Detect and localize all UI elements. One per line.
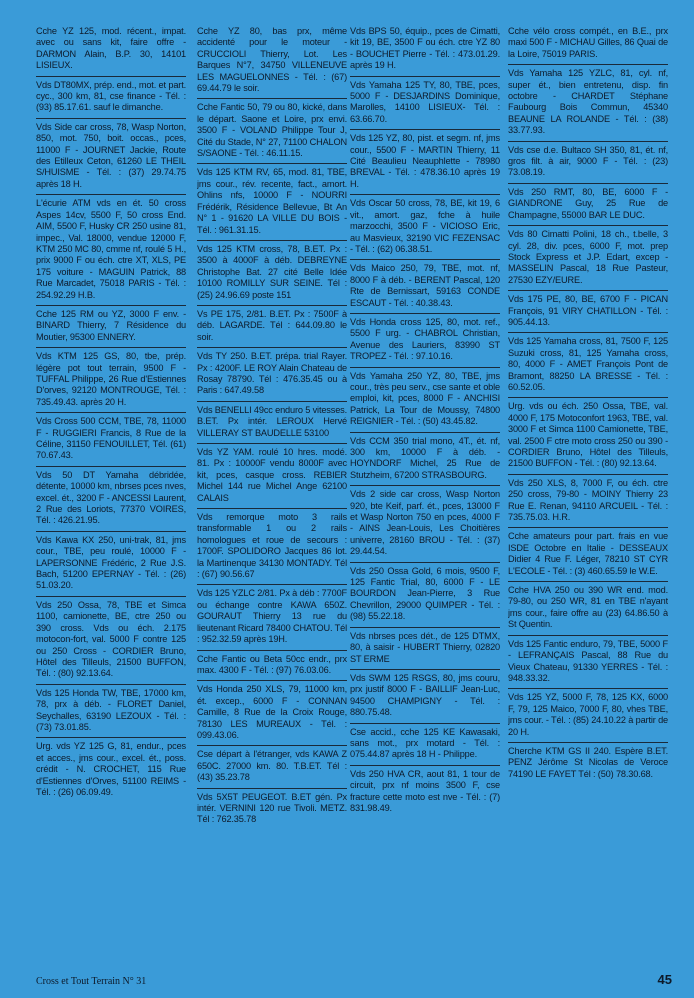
classified-ad: Cse accid., cche 125 KE Kawasaki, sans mot., prx motard - Tél. : 075.44.87 après 18 H - Philippe. — [350, 723, 500, 765]
classified-ad: Vds 50 DT Yamaha débridée, détente, 10000 km, nbrses pces nves, excel. ét., 3200 F - ANCESSI Laurent, 2 Rue des Loriots, 77370 VOIRES, Tél. : 426.21.95. — [36, 466, 186, 531]
classified-ad: Vds 125 YZLC 2/81. Px à déb : 7700F ou échange contre KAWA 650Z. GOURAUT Thierry 13 rue du lieutenant Ricard 78400 CHATOU. Tél : 952.32.59 après 19H. — [197, 584, 347, 649]
classified-ad: Vds SWM 125 RSGS, 80, jms couru, prx justif 8000 F - BAILLIF Jean-Luc, 94500 CHAMPIGNY - Tél. : 880.75.48. — [350, 669, 500, 723]
classified-ad: L'écurie ATM vds en ét. 50 cross Aspes 14cv, 5500 F, 50 cross End. AIM, 5500 F, Husky CR 250 usine 81, impec., Val. 18000, vendue 12000 F, KTM 250 MC 80, cmme nf, roulé 5 H., prix 9000 F ou éch. ctre XT, XLS, PE 175 voiture - MAGUIN Patrick, 88 Rue Marcadet, 75018 PARIS - Tél. : 254.92.29 H.B. — [36, 194, 186, 305]
page-number: 45 — [657, 972, 672, 987]
classified-ad: Vds nbrses pces dét., de 125 DTMX, 80, à saisir - HUBERT Thierry, 02820 ST ERME — [350, 627, 500, 669]
classified-ad: Urg. vds ou éch. 250 Ossa, TBE, val. 4000 F, 175 Motoconfort 1963, TBE, val. 3000 F et Simca 1100 Camionette, TBE, val. 2500 F ctre moto cross 250 ou 390 - CORDIER Bruno, Hôtel des Tilleuls, 21500 BUFFON - Tél. : (80) 92.13.64. — [508, 397, 668, 473]
classified-ad: Vds 250 Ossa, 78, TBE et Simca 1100, camionette, BE, ctre 250 ou 390 cross. Vds ou éch. 2.175 motocon-fort, val. 5000 F contre 125 ou 250 Cross - CORDIER Bruno, Hôtel des Tilleuls, 21500 BUFFON, Tél. : (80) 92.13.64. — [36, 596, 186, 684]
classified-ad: Vds Maico 250, 79, TBE, mot. nf, 8000 F à déb. - BERENT Pascal, 120 Rte de Bernissart, 59163 CONDE ESCAUT - Tél. : 40.38.43. — [350, 259, 500, 313]
magazine-footer: Cross et Tout Terrain N° 31 — [36, 976, 147, 987]
classified-ad: Cche YZ 125, mod. récent., impat. avec ou sans kit, faire offre - DARMON Alain, B.P. 30, 14101 LISIEUX. — [36, 26, 186, 71]
classified-ad: Vds cse d.e. Bultaco SH 350, 81, ét. nf, gros filt. à air, 9000 F - Tél. : (23) 73.08.19. — [508, 141, 668, 183]
classified-ad: Vds BENELLI 49cc enduro 5 vitesses. B.ET. Px intér. LEROUX Hervé VILLERAY ST BAUDELLE 53100 — [197, 401, 347, 443]
classified-ad: Cche amateurs pour part. frais en vue ISDE Octobre en Italie - DESSEAUX Didier 4 Rue F. Léger, 78210 ST CYR L'ECOLE - Tél. : (3) 460.65.59 le W.E. — [508, 527, 668, 581]
classified-ad: Vds Side car cross, 78, Wasp Norton, 850, mot. 750, boit. occas., pces, 11000 F - JOURNET Jackie, Route des Etilleux Ceton, 61260 LE THEIL S/HUISME - Tél. : (37) 29.74.75 après 18 H. — [36, 118, 186, 194]
classified-ad: Vds 250 Ossa Gold, 6 mois, 9500 F, 125 Fantic Trial, 80, 6000 F - LE BOURDON Jean-Pierre, 3 Rue Chevrillon, 29000 QUIMPER - Tél. : (98) 55.22.18. — [350, 562, 500, 627]
classified-ad: Vds 250 XLS, 8, 7000 F, ou éch. ctre 250 cross, 79-80 - MOINY Thierry 23 Rue E. Renan, 94110 ARCUEIL - Tél. : 735.75.03. H.R. — [508, 474, 668, 528]
classified-ad: Vds 250 RMT, 80, BE, 6000 F - GIANDRONE Guy, 25 Rue de Champagne, 55000 BAR LE DUC. — [508, 183, 668, 225]
ads-column-4 — [508, 26, 668, 964]
classified-ad: Cche Fantic ou Beta 50cc endr., prx max. 4300 F - Tél. : (97) 76.03.06. — [197, 650, 347, 681]
classified-ad: Vds TY 250. B.ET. prépa. trial Rayer. Px : 4200F. LE ROY Alain Chateau de Rosay 78790. Tél : 476.35.45 ou à Paris : 647.49.58 — [197, 347, 347, 401]
classified-ad: Vds 125 YZ, 5000 F, 78, 125 KX, 6000 F, 79, 125 Maico, 7000 F, 80, vhes TBE, jms cour. - Tél. : (85) 24.10.22 à partir de 20 H. — [508, 688, 668, 742]
classified-ad: Vds Cross 500 CCM, TBE, 78, 11000 F - RUGGIERI Francis, 8 Rue de la Céline, 31150 FENOUILLET, Tél. (61) 70.67.43. — [36, 412, 186, 466]
classified-ad: Vds Honda 250 XLS, 79, 11000 km, ét. excep., 6000 F - CONNAN Camille, 8 Rue de la Croix Rouge, 78130 LES MUREAUX - Tél. : 099.43.06. — [197, 680, 347, 745]
ads-column-2 — [197, 26, 347, 964]
classified-ad: Vds 250 HVA CR, aout 81, 1 tour de circuit, prx nf moins 3500 F, cse fracture cette moto est nve - Tél. : (7) 831.98.49. — [350, 765, 500, 819]
classified-ad: Vds CCM 350 trial mono, 4T., ét. nf, 300 km, 10000 F à déb. - HOYNDORF Michel, 25 Rue de Stutzheim, 67200 STRASBOURG. — [350, 432, 500, 486]
classified-ad: Cche YZ 80, bas prx, même accidenté pour le moteur - CRUCCIOLI Thierry, Lot. Les Barques N°7, 34750 VILLENEUVE LES MAGUELONNES - Tél. : (67) 69.44.79 le soir. — [197, 26, 347, 94]
classified-ad: Vds Yamaha 125 TY, 80, TBE, pces, 5000 F - DESJARDINS Dominique, Marolles, 14100 LISIEUX- Tél. : 63.66.70. — [350, 76, 500, 130]
classified-ad: Cche 125 RM ou YZ, 3000 F env. - BINARD Thierry, 7 Résidence du Moutier, 95300 ENNERY. — [36, 305, 186, 347]
classified-ad: Vds 125 Honda TW, TBE, 17000 km, 78, prx à déb. - FLORET Daniel, Seychalles, 63190 LEZOUX - Tél. : (73) 73.01.85. — [36, 684, 186, 738]
classified-ad: Vds 175 PE, 80, BE, 6700 F - PICAN François, 91 VIRY CHATILLON - Tél. : 905.44.13. — [508, 290, 668, 332]
classified-ad: Vds KTM 125 GS, 80, tbe, prép. légère pot tout terrain, 9500 F - TUFFAL Philippe, 26 Rue d'Estiennes D'orves, 92120 MONTROUGE, Tél. : 735.49.43. après 20 H. — [36, 347, 186, 412]
classified-ad: Vds DT80MX, prép. end., mot. et part. cyc., 300 km, 81, cse finance - Tél. : (93) 85.17.61. sauf le dimanche. — [36, 76, 186, 118]
classified-ad: Vds Kawa KX 250, uni-trak, 81, jms cour., TBE, peu roulé, 10000 F - LAPERSONNE Frédéric, 2 Rue J.S. Bach, 51200 EPERNAY - Tél. : (26) 51.03.20. — [36, 531, 186, 596]
classified-ad: Vds 125 KTM RV, 65, mod. 81, TBE, jms cour., rév. recente, fact., amort. Ohlins nfs, 10000 F - NOURRI Frédérik, Résidence Bellevue, Bt An N° 1 - 91620 LA VILLE DU BOIS - Tél. : 961.31.15. — [197, 163, 347, 239]
classified-ad: Cherche KTM GS II 240. Espère B.ET. PENZ Jérôme St Nicolas de Veroce 74190 LE FAYET Tél : (50) 78.30.68. — [508, 742, 668, 784]
classified-ad: Vds 125 YZ, 80, pist. et segm. nf, jms cour., 5500 F - MARTIN Thierry, 11 Cité Beaulieu Neauphlette - 78980 BREVAL - Tél. : 478.36.10 après 19 H. — [350, 129, 500, 194]
classified-ad: Vds YZ YAM. roulé 10 hres. modé. 81. Px : 10000F vendu 8000F avec kit, pces, casque cross. REBIER Michel 144 rue Michel Ange 62100 CALAIS — [197, 443, 347, 508]
classified-ad: Cche HVA 250 ou 390 WR end. mod. 79-80, ou 250 WR, 81 en TBE n'ayant jms cour., faire offre au (23) 64.86.50 à St Quentin. — [508, 581, 668, 635]
classified-ad: Vds BPS 50, équip., pces de Cimatti, kit 19, BE, 3500 F ou éch. ctre YZ 80 - BOUCHET Pierre - Tél. : 473.01.29. après 19 H. — [350, 26, 500, 71]
classified-ad: Vds 125 Fantic enduro, 79, TBE, 5000 F - LEFRANÇAIS Pascal, 88 Rue du Vieux Chateau, 91330 YERRES - Tél. : 948.33.32. — [508, 635, 668, 689]
classified-ad: Vds Yamaha 125 YZLC, 81, cyl. nf, super ét., bien entretenu, disp. fin octobre - CHARDET Stéphane Faubourg Bois Commun, 45340 BEAUNE LA ROLANDE - Tél. : (38) 33.77.93. — [508, 64, 668, 140]
classified-ad: Vds Yamaha 250 YZ, 80, TBE, jms cour., très peu serv., cse sante et oble emploi, kit, pces, 8000 F - ANCHISI Patrick, La Tour de Moussy, 74800 REIGNIER - Tél. : (50) 43.45.82. — [350, 367, 500, 432]
classified-ad: Vs PE 175, 2/81. B.ET. Px : 7500F à déb. LAGARDE. Tél : 644.09.80 le soir. — [197, 305, 347, 347]
classified-ad: Vds 125 Yamaha cross, 81, 7500 F, 125 Suzuki cross, 81, 125 Yamaha cross, 80, 4000 F - AMET François Pont de Bramont, 88250 LA BRESSE - Tél. : 60.52.05. — [508, 332, 668, 397]
classified-ad: Cche vélo cross compét., en B.E., prx maxi 500 F - MICHAU Gilles, 86 Quai de la Loire, 75019 PARIS. — [508, 26, 668, 59]
classified-ad: Vds remorque moto 3 rails transformable 1 ou 2 rails homologues et roue de secours : 1700F. SPOLIDORO Jacques 86 lot. la Martinenque 34130 MONTADY. Tél : (67) 90.56.67 — [197, 508, 347, 584]
classified-ad: Vds 2 side car cross, Wasp Norton 920, bte Keif, parf. ét., pces, 13000 F et Wasp Norton 750 en pces, 4000 F - AINS Jean-Louis, Les Choitières univerre, 28160 BROU - Tél. : (37) 29.44.54. — [350, 485, 500, 561]
classified-ad: Urg. vds YZ 125 G, 81, endur., pces et acces., jms cour., excel. ét., poss. crédit - N. CROCHET, 115 Rue d'Estiennes d'Orves, 51100 REIMS - Tél. : (26) 06.09.49. — [36, 737, 186, 802]
classified-ad: Cse départ à l'étranger, vds KAWA Z 650C. 27000 km. 80. T.B.ET. Tél : (43) 35.23.78 — [197, 745, 347, 787]
ads-column-3 — [350, 26, 500, 964]
classified-ad: Vds Oscar 50 cross, 78, BE, kit 19, 6 vit., amort. gaz, fche à huile marzocchi, 3500 F - VICIOSO Eric, au Masvieux, 32190 VIC FEZENSAC - Tél. : (62) 06.38.51. — [350, 194, 500, 259]
classified-ad: Vds 5X5T PEUGEOT. B.ET gén. Px intér. VERNINI 120 rue Tivoli. METZ. Tél : 762.35.78 — [197, 788, 347, 830]
classified-ad: Cche Fantic 50, 79 ou 80, kické, dans le départ. Saone et Loire, prx envi. 3500 F - VOLAND Philippe Tour J, Cité du Stade, N° 27, 71100 CHALON S/SAONE - Tél. : 46.11.15. — [197, 98, 347, 163]
ads-column-1 — [36, 26, 186, 964]
classified-ad: Vds 80 Cimatti Polini, 18 ch., t.belle, 3 cyl. 28, div. pces, 6000 F, mot. prep Stock Express et J.P. Edart, excep - MASSELIN Pascal, 18 Rue Pasteur, 27530 EZY/EURE. — [508, 225, 668, 290]
classified-ad: Vds Honda cross 125, 80, mot. ref., 5500 F urg. - CHABROL Christian, Avenue des Lauriers, 83990 ST TROPEZ - Tél. : 97.10.16. — [350, 313, 500, 367]
classified-ad: Vds 125 KTM cross, 78, B.ET. Px : 3500 à 4000F à déb. DEBREYNE Christophe Bat. 27 cité Belle Idée 10100 ROMILLY SUR SEINE. Tél : (25) 24.96.69 poste 151 — [197, 240, 347, 305]
